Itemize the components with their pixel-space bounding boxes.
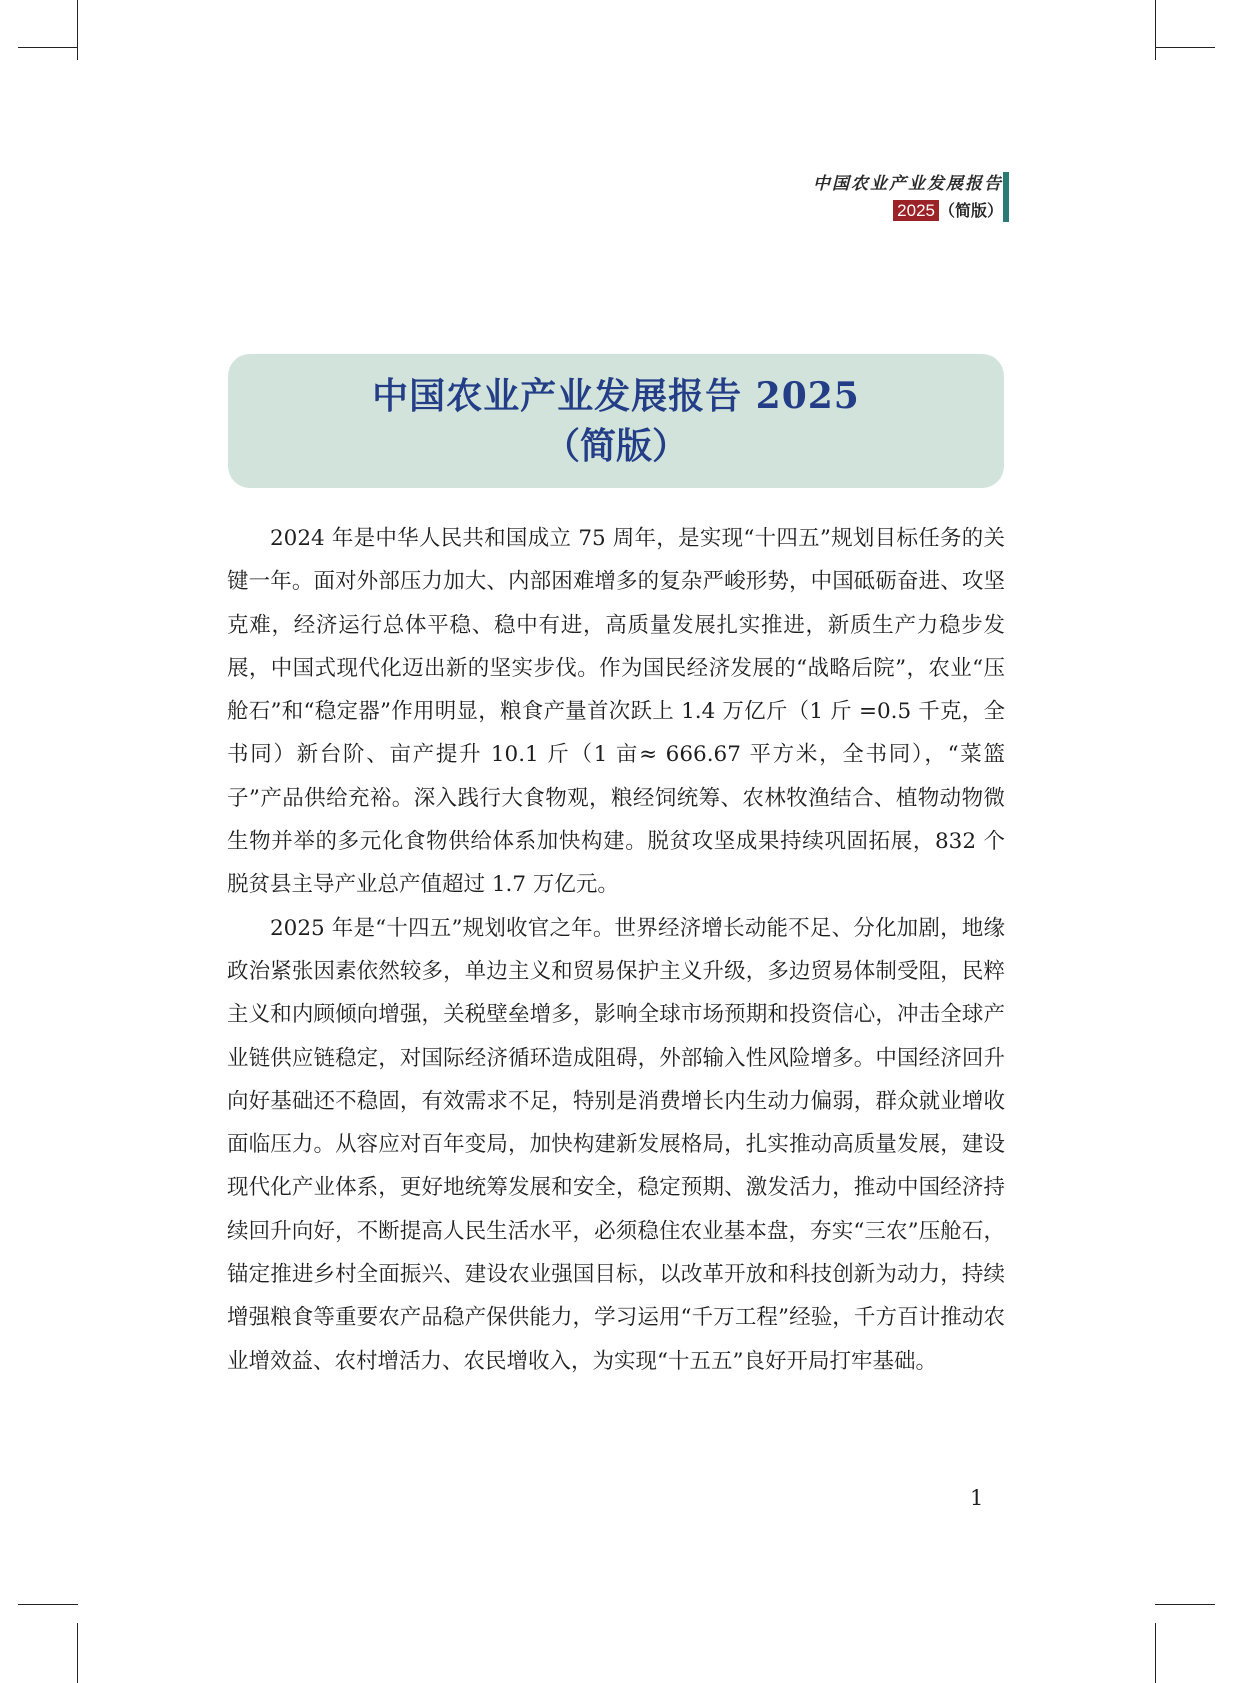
- running-header-subtitle: [813, 200, 1003, 222]
- crop-mark-bottom-right-h: [1155, 1604, 1215, 1605]
- running-header-edition: （简版）: [938, 201, 1003, 220]
- crop-mark-bottom-right-v: [1155, 1623, 1156, 1683]
- body-text: [227, 517, 1005, 1383]
- chapter-subtitle: （简版）: [543, 425, 688, 467]
- running-header-year-badge: 2025: [893, 200, 939, 221]
- crop-mark-top-left-h: [18, 47, 78, 48]
- crop-mark-top-left-v: [77, 0, 78, 60]
- paragraph-1: 2024 年是中华人民共和国成立 75 周年，是实现“十四五”规划目标任务的关键一年。面对外部压力加大、内部困难增多的复杂严峻形势，中国砥砺奋进、攻坚克难，经济运行总体平稳、稳中有进，高质量发展扎实推进，新质生产力稳步发展，中国式现代化迈出新的坚实步伐。作为国民经济发展的“战略后院”，农业“压舱石”和“稳定器”作用明显，粮食产量首次跃上 1.4 万亿斤（1 斤 =0.5 千克，全书同）新台阶、亩产提升 10.1 斤（1 亩≈ 666.67 平方米，全书同），“菜篮子”产品供给充裕。深入践行大食物观，粮经饲统筹、农林牧渔结合、植物动物微生物并举的多元化食物供给体系加快构建。脱贫攻坚成果持续巩固拓展，832 个脱贫县主导产业总产值超过 1.7 万亿元。: [227, 526, 1005, 898]
- chapter-title: 中国农业产业发展报告 2025: [372, 375, 860, 417]
- crop-mark-bottom-left-v: [77, 1623, 78, 1683]
- running-header-accent-bar: [1003, 172, 1009, 222]
- crop-mark-top-right-v: [1155, 0, 1156, 60]
- paragraph-2: 2025 年是“十四五”规划收官之年。世界经济增长动能不足、分化加剧，地缘政治紧张因素依然较多，单边主义和贸易保护主义升级，多边贸易体制受阻，民粹主义和内顾倾向增强，关税壁垒增多，影响全球市场预期和投资信心，冲击全球产业链供应链稳定，对国际经济循环造成阻碍，外部输入性风险增多。中国经济回升向好基础还不稳固，有效需求不足，特别是消费增长内生动力偏弱，群众就业增收面临压力。从容应对百年变局，加快构建新发展格局，扎实推动高质量发展，建设现代化产业体系，更好地统筹发展和安全，稳定预期、激发活力，推动中国经济持续回升向好，不断提高人民生活水平，必须稳住农业基本盘，夯实“三农”压舱石，锚定推进乡村全面振兴、建设农业强国目标，以改革开放和科技创新为动力，持续增强粮食等重要农产品稳产保供能力，学习运用“千万工程”经验，千方百计推动农业增效益、农村增活力、农民增收入，为实现“十五五”良好开局打牢基础。: [227, 915, 1005, 1374]
- crop-mark-bottom-left-h: [18, 1604, 78, 1605]
- running-header: [813, 172, 1003, 222]
- running-header-title: 中国农业产业发展报告: [813, 174, 1003, 194]
- chapter-title-box: [228, 354, 1004, 488]
- page-number: 1: [970, 1486, 984, 1510]
- crop-mark-top-right-h: [1155, 47, 1215, 48]
